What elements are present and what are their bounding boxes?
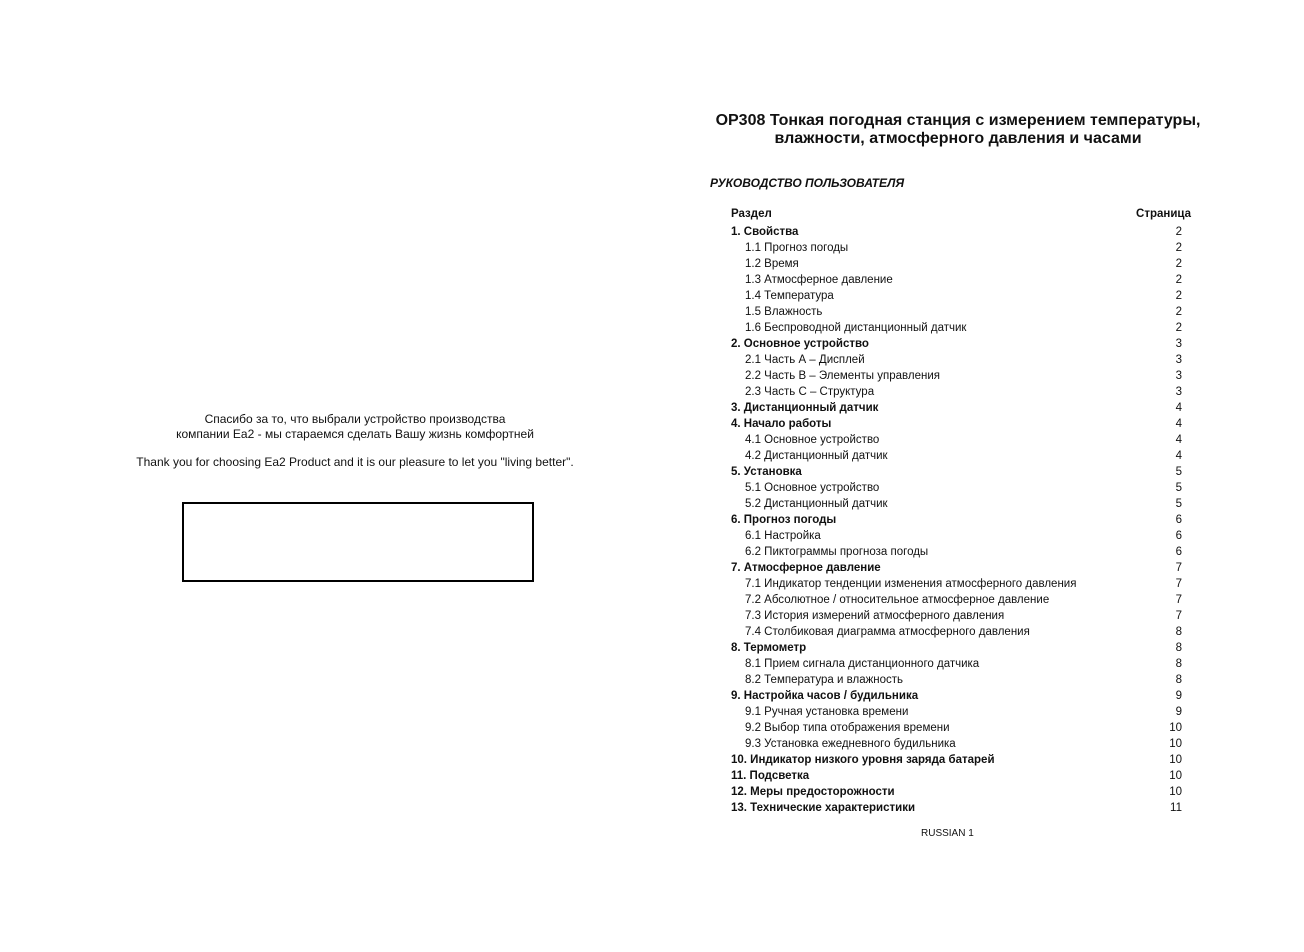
- toc-entry-title: 12. Меры предосторожности: [731, 786, 895, 798]
- toc-entry-title: 1.5 Влажность: [745, 306, 823, 318]
- toc-entry-page: 3: [1175, 386, 1182, 398]
- toc-entry-title: 7.3 История измерений атмосферного давления: [745, 610, 1005, 622]
- toc-entry-page: 8: [1175, 642, 1182, 654]
- toc-entry-page: 7: [1175, 562, 1182, 574]
- toc-entry-title: 6. Прогноз погоды: [731, 514, 837, 526]
- toc-entry-title: 8. Термометр: [731, 642, 807, 654]
- toc-entry-page: 7: [1175, 578, 1182, 590]
- toc-entry-page: 3: [1175, 354, 1182, 366]
- toc-entry-page: 2: [1175, 258, 1182, 270]
- toc-entry-title: 13. Технические характеристики: [731, 802, 916, 814]
- toc-entry: [731, 448, 1182, 464]
- toc-entry: [731, 624, 1182, 640]
- toc-entry-title: 1.3 Атмосферное давление: [745, 274, 893, 286]
- toc-entry-page: 8: [1175, 674, 1182, 686]
- toc-entry-page: 2: [1175, 306, 1182, 318]
- toc-entry-page: 6: [1175, 546, 1182, 558]
- toc-entry-page: 4: [1175, 402, 1182, 414]
- toc-entry-title: 10. Индикатор низкого уровня заряда батарей: [731, 754, 995, 766]
- toc-entry-page: 3: [1175, 370, 1182, 382]
- toc-entry-title: 1.1 Прогноз погоды: [745, 242, 849, 254]
- toc-header: [731, 208, 1191, 222]
- toc-entry-title: 8.1 Прием сигнала дистанционного датчика: [745, 658, 980, 670]
- toc-entry: [731, 544, 1182, 560]
- toc-entry: [731, 752, 1182, 768]
- toc-entry: [731, 224, 1182, 240]
- toc-entry: [731, 560, 1182, 576]
- toc-entry-title: 5.2 Дистанционный датчик: [745, 498, 888, 510]
- toc-entry: [731, 272, 1182, 288]
- toc-entry-page: 10: [1169, 738, 1182, 750]
- toc-entry: [731, 800, 1182, 816]
- toc-entry-page: 10: [1169, 754, 1182, 766]
- toc-entry: [731, 784, 1182, 800]
- toc-entry: [731, 608, 1182, 624]
- toc-entry: [731, 720, 1182, 736]
- right-page: [652, 0, 1304, 952]
- toc-entry: [731, 352, 1182, 368]
- title-line2: влажности, атмосферного давления и часами: [774, 130, 1142, 147]
- toc-entry-title: 2. Основное устройство: [731, 338, 869, 350]
- toc-entry-page: 5: [1175, 466, 1182, 478]
- toc-entry-page: 4: [1175, 434, 1182, 446]
- toc-entry: [731, 336, 1182, 352]
- toc-entry: [731, 576, 1182, 592]
- toc-entry-page: 8: [1175, 658, 1182, 670]
- title-line1: OP308 Тонкая погодная станция с измерением температуры,: [715, 112, 1201, 129]
- toc-entry: [731, 288, 1182, 304]
- toc-entry-title: 7.2 Абсолютное / относительное атмосферное давление: [745, 594, 1050, 606]
- toc-entry: [731, 256, 1182, 272]
- manual-heading: РУКОВОДСТВО ПОЛЬЗОВАТЕЛЯ: [710, 176, 905, 190]
- toc-entry-page: 9: [1175, 690, 1182, 702]
- toc-entry-title: 9. Настройка часов / будильника: [731, 690, 919, 702]
- toc-entry-page: 2: [1175, 242, 1182, 254]
- toc-entry: [731, 704, 1182, 720]
- toc-entry: [731, 464, 1182, 480]
- toc-entry-title: 9.3 Установка ежедневного будильника: [745, 738, 956, 750]
- toc-entry: [731, 688, 1182, 704]
- toc-entry-title: 11. Подсветка: [731, 770, 810, 782]
- table-of-contents: [731, 224, 1182, 816]
- page-footer: RUSSIAN 1: [921, 828, 974, 839]
- toc-entry-page: 10: [1169, 770, 1182, 782]
- toc-entry-title: 9.1 Ручная установка времени: [745, 706, 909, 718]
- toc-entry-title: 3. Дистанционный датчик: [731, 402, 879, 414]
- toc-entry-title: 5.1 Основное устройство: [745, 482, 880, 494]
- toc-entry: [731, 384, 1182, 400]
- toc-entry: [731, 480, 1182, 496]
- toc-entry-title: 9.2 Выбор типа отображения времени: [745, 722, 950, 734]
- thanks-message-en: Thank you for choosing Ea2 Product and it is our pleasure to let you "living better".: [136, 455, 574, 469]
- toc-entry-page: 2: [1175, 274, 1182, 286]
- toc-entry-page: 2: [1175, 226, 1182, 238]
- toc-entry-page: 6: [1175, 514, 1182, 526]
- toc-entry-title: 8.2 Температура и влажность: [745, 674, 904, 686]
- toc-entry-title: 1.6 Беспроводной дистанционный датчик: [745, 322, 967, 334]
- thanks-ru-line2: компании Ea2 - мы стараемся сделать Вашу жизнь комфортней: [176, 427, 534, 441]
- toc-entry-page: 10: [1169, 722, 1182, 734]
- toc-entry-title: 4. Начало работы: [731, 418, 832, 430]
- toc-entry-title: 6.2 Пиктограммы прогноза погоды: [745, 546, 929, 558]
- toc-entry: [731, 496, 1182, 512]
- thanks-ru-line1: Спасибо за то, что выбрали устройство производства: [204, 412, 506, 426]
- toc-entry: [731, 512, 1182, 528]
- empty-frame-box: [182, 502, 534, 582]
- toc-entry: [731, 368, 1182, 384]
- toc-entry: [731, 320, 1182, 336]
- toc-entry-title: 4.1 Основное устройство: [745, 434, 880, 446]
- document-title: [708, 112, 1208, 148]
- toc-header-section: Раздел: [731, 208, 772, 220]
- toc-entry-title: 2.1 Часть А – Дисплей: [745, 354, 865, 366]
- toc-entry-title: 5. Установка: [731, 466, 802, 478]
- toc-entry: [731, 592, 1182, 608]
- toc-entry-page: 7: [1175, 610, 1182, 622]
- toc-entry-page: 3: [1175, 338, 1182, 350]
- toc-entry-page: 2: [1175, 322, 1182, 334]
- toc-entry: [731, 768, 1182, 784]
- toc-entry-page: 5: [1175, 498, 1182, 510]
- toc-header-page: Страница: [1136, 208, 1191, 220]
- toc-entry-page: 10: [1169, 786, 1182, 798]
- toc-entry-page: 4: [1175, 418, 1182, 430]
- toc-entry: [731, 304, 1182, 320]
- toc-entry-title: 7.4 Столбиковая диаграмма атмосферного давления: [745, 626, 1030, 638]
- toc-entry: [731, 432, 1182, 448]
- toc-entry-title: 1. Свойства: [731, 226, 799, 238]
- toc-entry-page: 9: [1175, 706, 1182, 718]
- toc-entry: [731, 640, 1182, 656]
- toc-entry-title: 2.2 Часть В – Элементы управления: [745, 370, 940, 382]
- toc-entry: [731, 240, 1182, 256]
- toc-entry-page: 5: [1175, 482, 1182, 494]
- toc-entry: [731, 736, 1182, 752]
- toc-entry-title: 1.4 Температура: [745, 290, 834, 302]
- toc-entry-page: 11: [1170, 802, 1182, 814]
- toc-entry: [731, 400, 1182, 416]
- toc-entry-title: 4.2 Дистанционный датчик: [745, 450, 888, 462]
- thanks-message-ru: [0, 412, 710, 442]
- toc-entry: [731, 656, 1182, 672]
- toc-entry-page: 4: [1175, 450, 1182, 462]
- toc-entry-page: 8: [1175, 626, 1182, 638]
- toc-entry: [731, 672, 1182, 688]
- toc-entry-title: 2.3 Часть С – Структура: [745, 386, 875, 398]
- toc-entry-title: 7. Атмосферное давление: [731, 562, 881, 574]
- toc-entry-title: 7.1 Индикатор тенденции изменения атмосферного давления: [745, 578, 1077, 590]
- toc-entry-page: 6: [1175, 530, 1182, 542]
- toc-entry-page: 2: [1175, 290, 1182, 302]
- toc-entry-title: 1.2 Время: [745, 258, 799, 270]
- toc-entry: [731, 528, 1182, 544]
- toc-entry-title: 6.1 Настройка: [745, 530, 821, 542]
- toc-entry-page: 7: [1175, 594, 1182, 606]
- toc-entry: [731, 416, 1182, 432]
